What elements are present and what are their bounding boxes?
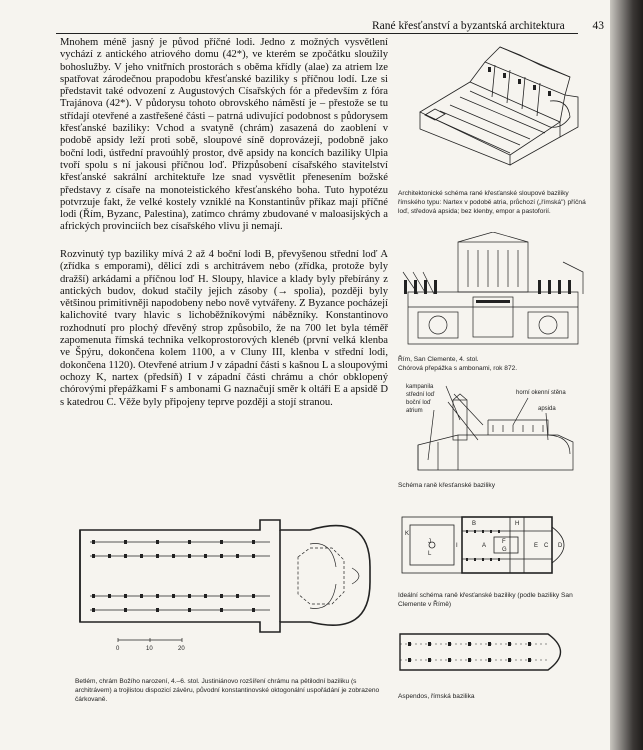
caption-schema-rane: Schéma raně křesťanské baziliky [398,482,496,489]
plan-letter-b: B [472,521,477,527]
san-clemente-figure [398,232,588,352]
caption-san-clemente-line2: Chórová přepážka s ambonami, rok 872. [398,364,518,372]
plan-letter-h: H [515,521,520,527]
aspendos-plan-figure [398,622,588,682]
caption-san-clemente [398,356,598,374]
chapter-title: Rané křesťanství a byzantská architektura [372,20,565,32]
basilica-schema-figure [398,380,588,480]
body-paragraph-1: Mnohem méně jasný je původ příčné lodi. Jedno z možných vysvětlení vychází z antického atriového domu (42*), ve kterém se zpočátku sloužily bohoslužby. V jeho vnitřních prostorách s oběma křídly (alae) za atriem lze spatřovat zárodečnou prapodobu křesťanské baziliky s příčnou lodí. Lze si představit také odvození z Augustových Císařských fór a především z fóra Trajánova (42*). V půdorysu tohoto obrovského náměstí je – přestože se tu střídají otevřené a zastřešené části – patrná udivující podobnost s půdorysem křesťanské baziliky: Vchod a svatyně (chrám) zasazená do zaoblení v podobě apsidy leží proti sobě, sloupové síně doprovázejí, podobně jako boční lodi, ústřední pravoúhlý prostor, dvě apsidy na koncích baziliky Ulpia tvoří spolu s ní jakousi příčnou loď. Přizpůsobení císařského stavitelství křesťanské sakrální architektuře lze snad vysvětlit přenesením božské představy z císaře na monoteistického křesťanského boha. Tuto hypotézu potvrzuje fakt, že velké kostely vzniklé na Konstantinův příkaz mají příčné lodi (Řím, Byzanc, Palestina), zatímco chrámy zbudované v maloasijských a afrických provinciích bez císařského vlivu ji nemají. [60,37,388,233]
plan-letter-l: L [428,551,432,557]
label-kampanila: kampanila [406,384,434,390]
ideal-plan-figure [398,505,588,585]
plan-letter-c: C [544,543,549,549]
page-number: 43 [592,20,604,32]
plan-letter-i: I [456,543,458,549]
caption-betlem: Betlém, chrám Božího narození, 4.–6. stol. Justiniánovo rozšíření chrámu na pětilodní baziliku (s architrávem) a trojlistou dispozicí závěru, původní konstantinovské oktogonální uspořádání je zobrazeno čárkovaně. [75,678,380,703]
label-apsida: apsida [538,406,556,412]
plan-letter-g: G [502,547,507,553]
book-spine-shadow [610,0,643,750]
caption-san-clemente-line1: Řím, San Clemente, 4. stol. [398,356,479,363]
label-stredni-lod: střední loď [406,392,435,398]
label-horni-okenni-stena: horní okenní stěna [516,390,566,396]
plan-letter-a: A [482,543,487,549]
scale-label-10: 10 [146,646,153,652]
bethlehem-plan-figure [70,512,390,662]
caption-sloupova-bazilika: Architektonické schéma rané křesťanské sloupové baziliky římského typu: Nartex v podobě atria, průchozí („římská") příčná loď, středová apsida; bez klenby, empor a pastoforií. [398,190,586,215]
header-rule [56,33,578,34]
plan-letter-j: J [428,539,431,545]
caption-aspendos: Aspendos, římská bazilika [398,693,475,700]
basilica-cutaway-figure [400,37,590,167]
label-atrium: atrium [406,408,423,414]
body-paragraph-2: Rozvinutý typ baziliky mívá 2 až 4 boční lodi B, převyšenou střední loď A (zřídka s emporami), dělicí zdi s architrávem nebo (zřídka, protože byly dražší) arkádami a příčnou loď H. Sloupy, hlavice a klady byly přebírány z antických budov, dokud stačily jejich zásoby (→ spolia), později byly většinou primitivněji napodobeny nebo nově vytvářeny. Z Byzance pocházejí kalichovité tvary hlavic s lichoběžníkovými nábězníky. Konstantinovo rozhodnutí pro plochý dřevěný strop způsobilo, že na 700 let byla téměř zapomenuta římská technika velkoprostorových klenéb (první velká klenba ve Špýru, dokončena kolem 1100, a v Cluny III, klenba v střední lodi, dokončena 1120). Otevřené atrium J v západní části s kašnou L a sloupovými ochozy K, nartex (předsíň) I v západní části chrámu a chór obklopený chórovými přepážkami F s ambonami G naznačují směr k oltáři E a apsidě D s katedrou C. Věže byly připojeny teprve později a stojí stranou. [60,249,388,408]
label-bocni-lod: boční loď [406,400,431,406]
plan-letter-k: K [405,531,410,537]
plan-letter-d: D [558,543,563,549]
scale-label-0: 0 [116,646,120,652]
scale-label-20: 20 [178,646,185,652]
running-header [372,20,604,32]
caption-idealni-schema: Ideální schéma raně křesťanské baziliky (podle baziliky San Clemente v Římě) [398,592,573,608]
plan-letter-e: E [534,543,539,549]
plan-letter-f: F [502,539,506,545]
